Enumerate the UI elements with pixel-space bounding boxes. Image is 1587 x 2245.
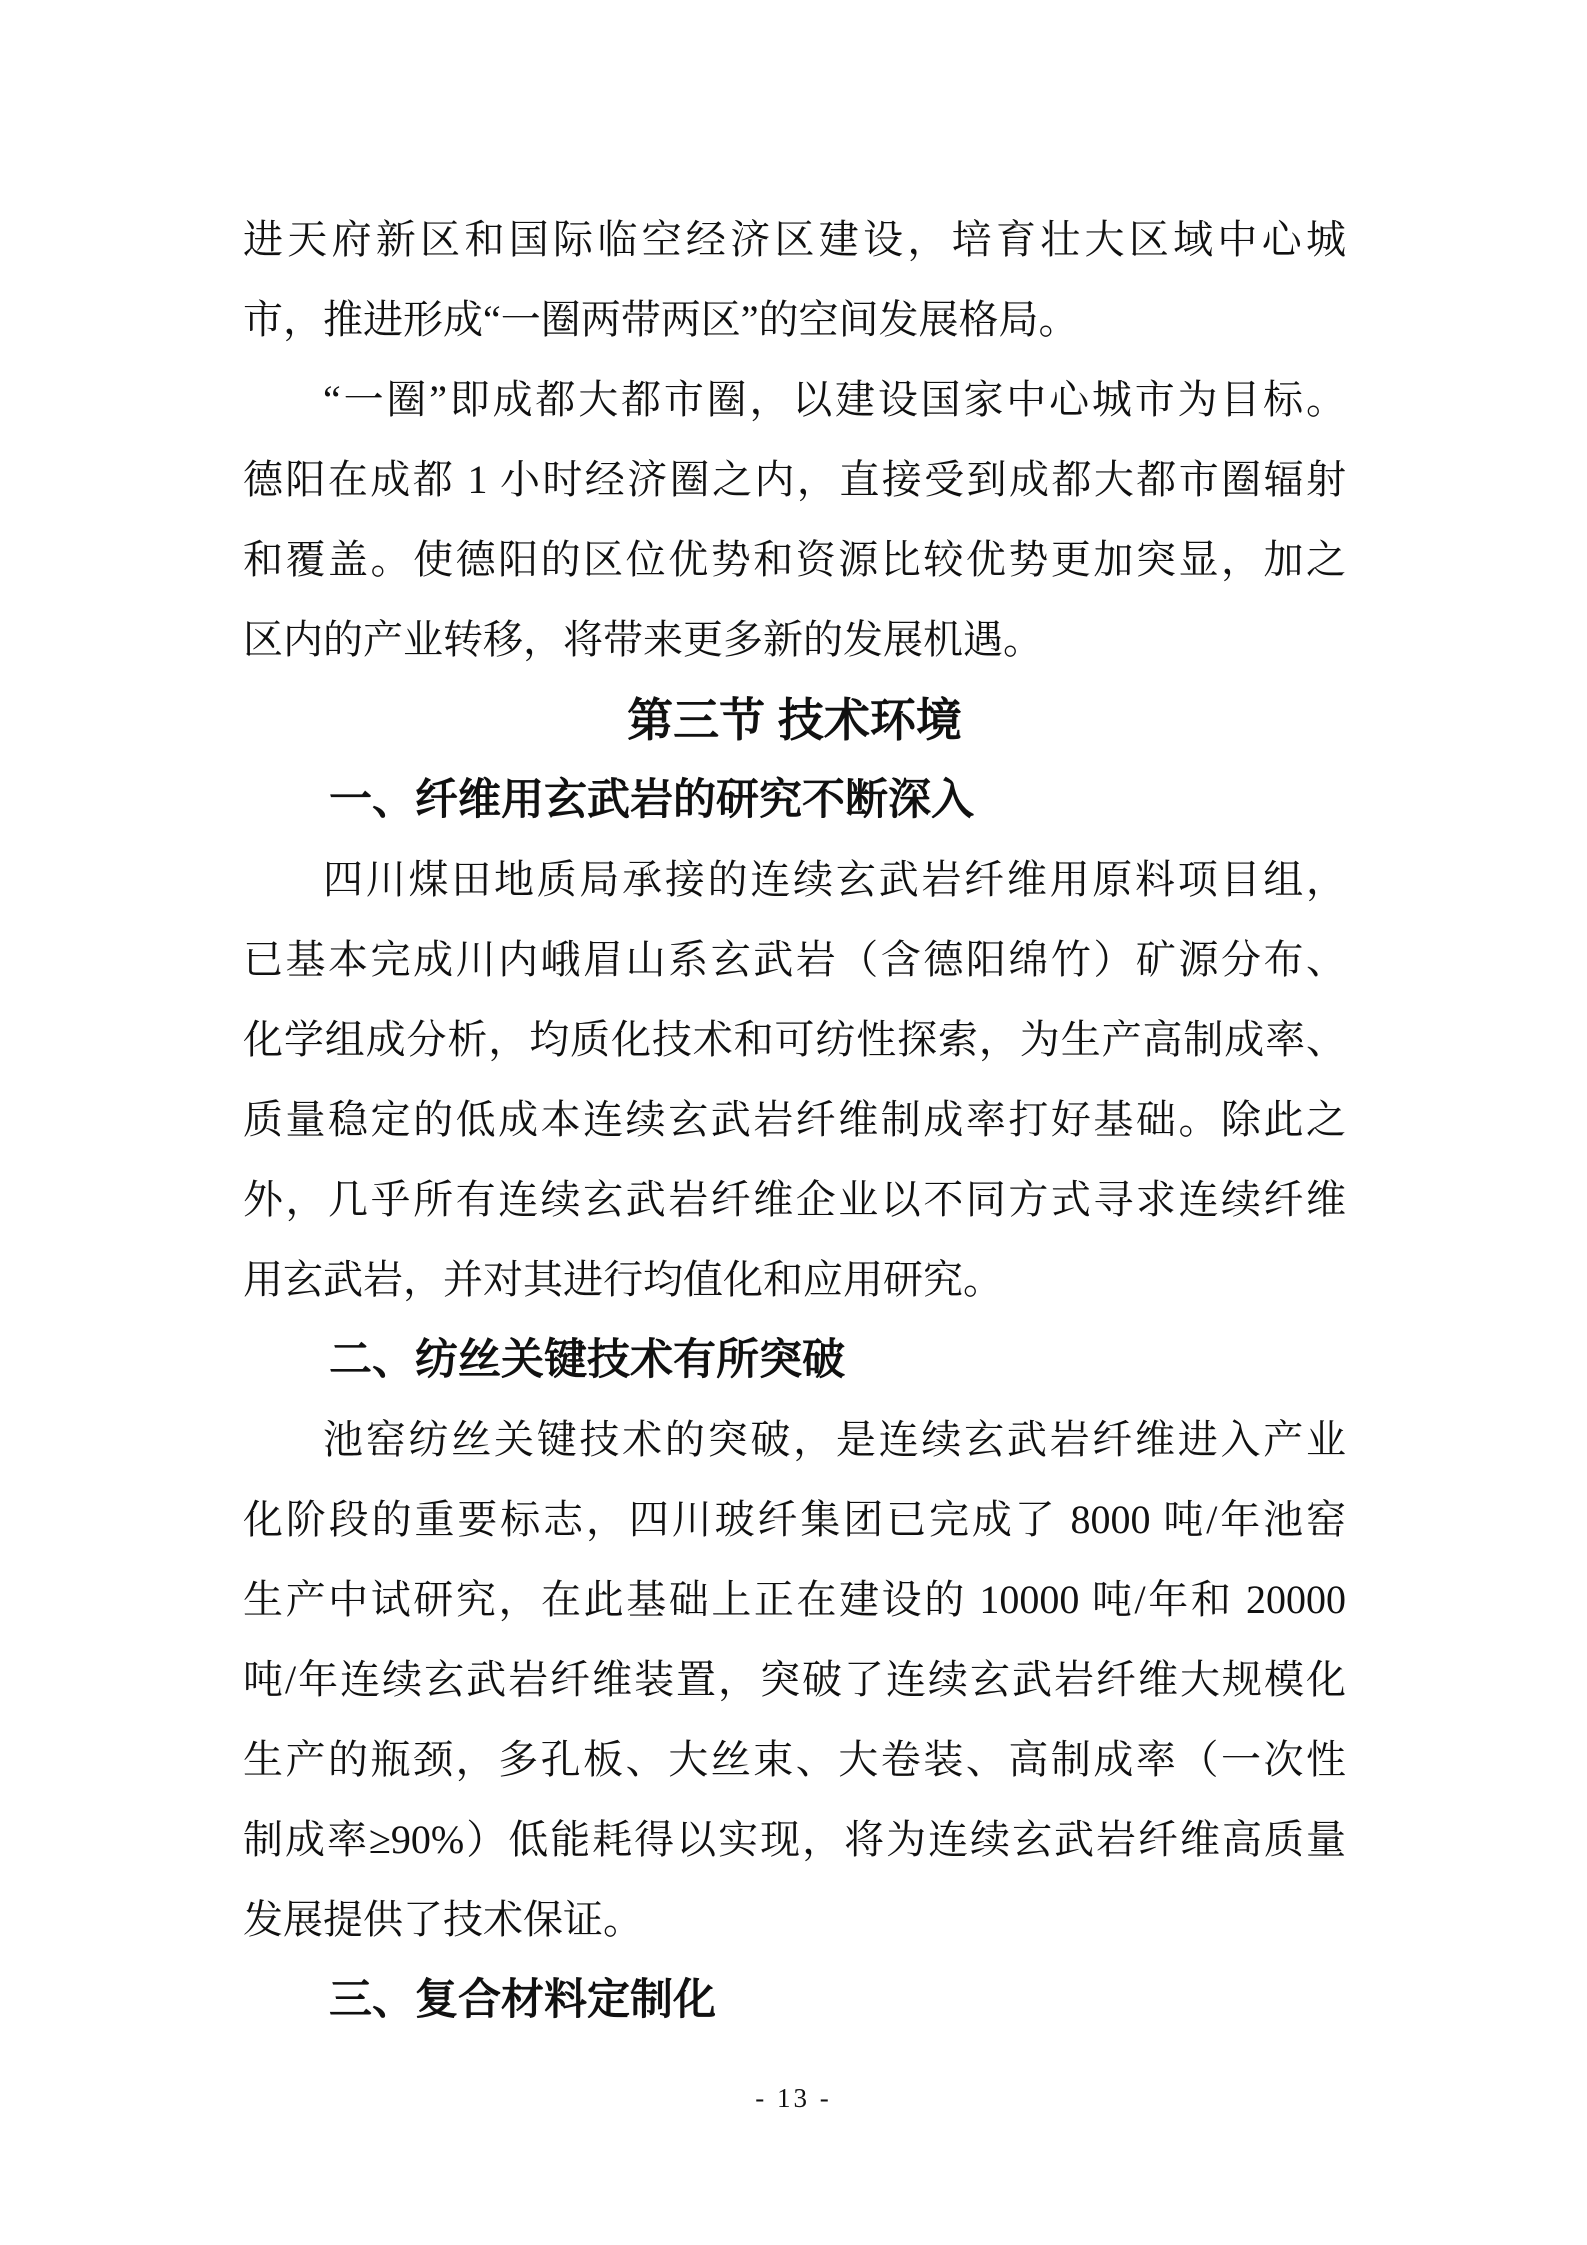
- text-line: 生产中试研究，在此基础上正在建设的 10000 吨/年和 20000: [243, 1577, 1346, 1622]
- text-line: 区内的产业转移，将带来更多新的发展机遇。: [243, 617, 1043, 662]
- text-line: 制成率≥90%）低能耗得以实现，将为连续玄武岩纤维高质量: [243, 1817, 1346, 1862]
- subheading: 三、复合材料定制化: [329, 1976, 716, 2024]
- text-line: 化学组成分析，均质化技术和可纺性探索，为生产高制成率、: [243, 1017, 1346, 1062]
- text-line: 市，推进形成“一圈两带两区”的空间发展格局。: [243, 297, 1079, 342]
- text-line: 池窑纺丝关键技术的突破，是连续玄武岩纤维进入产业: [323, 1417, 1346, 1462]
- subheading: 二、纺丝关键技术有所突破: [329, 1336, 845, 1384]
- text-line: 生产的瓶颈，多孔板、大丝束、大卷装、高制成率（一次性: [243, 1737, 1346, 1782]
- text-line: 发展提供了技术保证。: [243, 1897, 643, 1942]
- text-line: 进天府新区和国际临空经济区建设，培育壮大区域中心城: [243, 217, 1346, 262]
- text-line: 质量稳定的低成本连续玄武岩纤维制成率打好基础。除此之: [243, 1097, 1346, 1142]
- text-line: 化阶段的重要标志，四川玻纤集团已完成了 8000 吨/年池窑: [243, 1497, 1346, 1542]
- text-line: 吨/年连续玄武岩纤维装置，突破了连续玄武岩纤维大规模化: [243, 1657, 1346, 1702]
- subheading: 一、纤维用玄武岩的研究不断深入: [329, 776, 974, 824]
- text-line: 用玄武岩，并对其进行均值化和应用研究。: [243, 1257, 1003, 1302]
- text-line: 已基本完成川内峨眉山系玄武岩（含德阳绵竹）矿源分布、: [243, 937, 1346, 982]
- text-line: 四川煤田地质局承接的连续玄武岩纤维用原料项目组，: [323, 857, 1346, 902]
- text-line: 德阳在成都 1 小时经济圈之内，直接受到成都大都市圈辐射: [243, 457, 1346, 502]
- text-line: 外，几乎所有连续玄武岩纤维企业以不同方式寻求连续纤维: [243, 1177, 1346, 1222]
- page-number: - 13 -: [755, 2083, 832, 2113]
- text-line: 和覆盖。使德阳的区位优势和资源比较优势更加突显，加之: [243, 537, 1346, 582]
- document-content: [243, 200, 1346, 2040]
- section-heading: 第三节 技术环境: [627, 694, 962, 746]
- text-line: “一圈”即成都大都市圈，以建设国家中心城市为目标。: [323, 377, 1346, 422]
